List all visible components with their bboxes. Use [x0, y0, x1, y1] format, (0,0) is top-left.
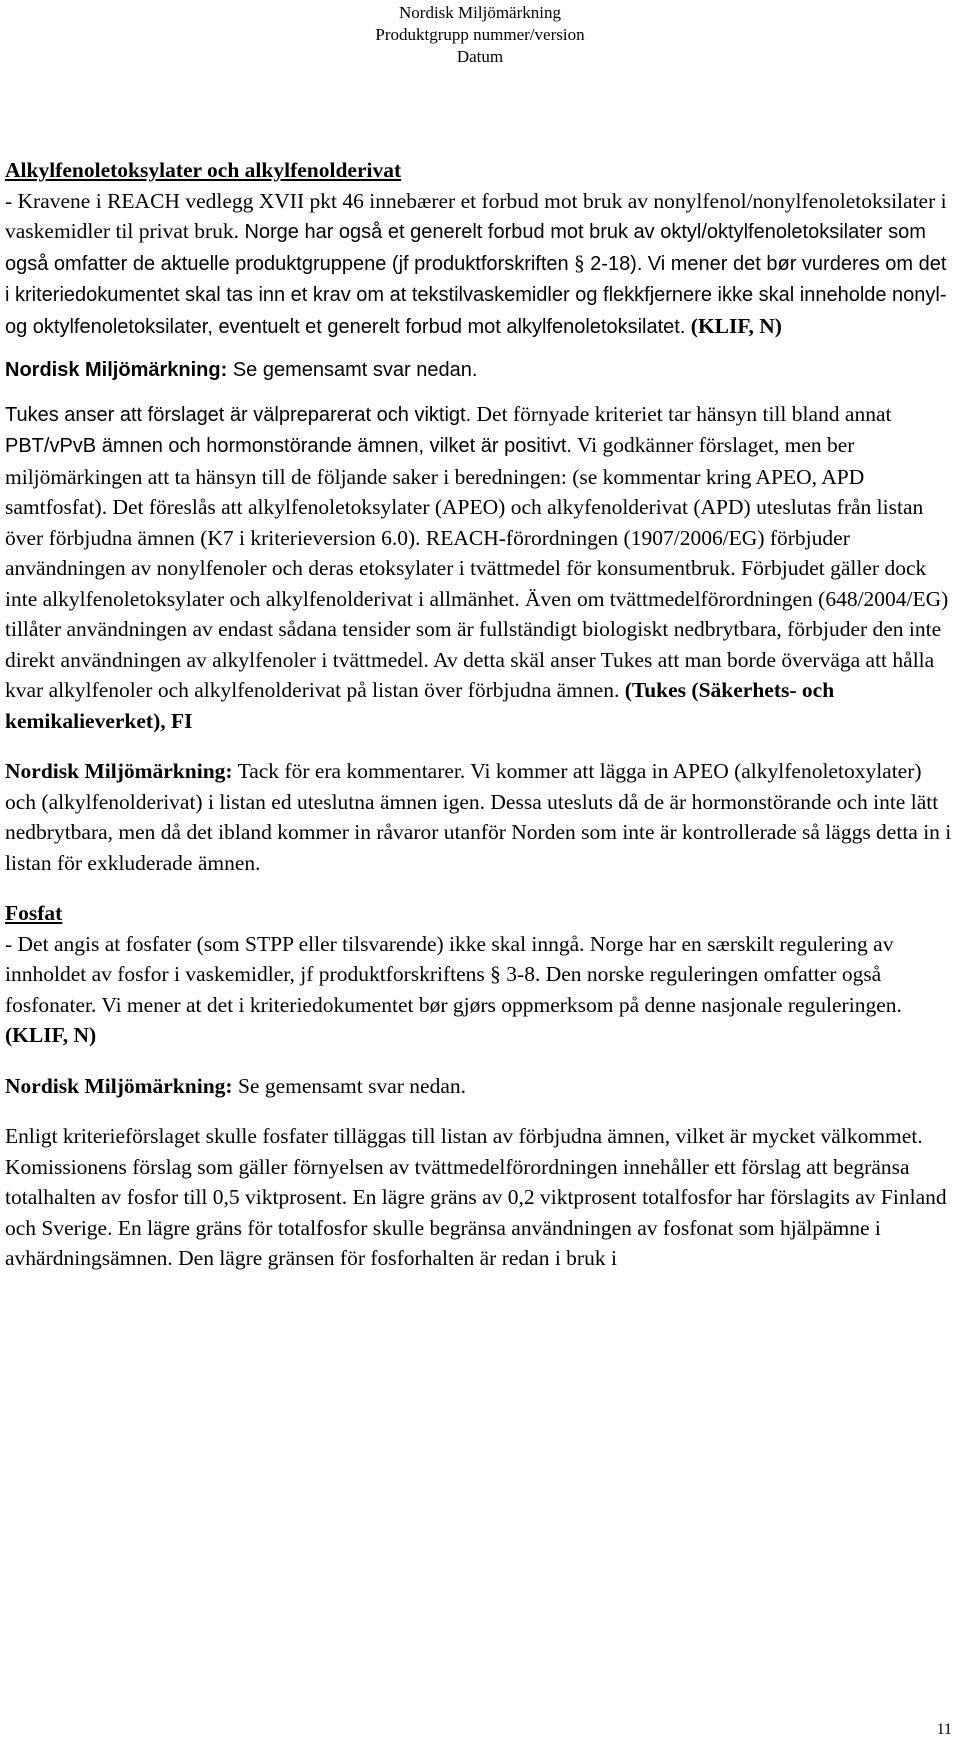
apeo-nm-response-2 — [5, 756, 955, 878]
fosfat-tukes-text: Enligt kriterieförslaget skulle fosfater tilläggas till listan av förbjudna ämnen, vilket är mycket välkommet. Komissionens förslag som gäller förnyelsen av tvättmedelförordningen innehåller ett förslag att begränsa totalhalten av fosfor till 0,5 viktprosent. En lägre gräns av 0,2 viktprosent totalfosfor har förslagits av Finland och Sverige. En lägre gräns för totalfosfor skulle begränsa användningen av fosfonat som hjälpämne i avhärdningsämnen. Den lägre gränsen för fosforhalten är redan i bruk i — [5, 1124, 947, 1270]
fosfat-heading: Fosfat — [5, 901, 63, 925]
section-sign: § — [574, 250, 585, 275]
fosfat-klif-text-2: 3-8. Den norske reguleringen omfatter også fosfonater. Vi mener at det i kriteriedokumentet bør gjørs oppmerksom på denne nasjonale reguleringen. — [5, 962, 902, 1017]
nm-text: Tack för era kommentarer. Vi kommer att lägga in APEO (alkylfenoletoxylater) och (alkylfenolderivat) i listan ed uteslutna ämnen igen. Dessa utesluts då de är hormonstörande och inte lätt nedbrytbara, men då det ibland kommer in råvaror utanför Norden som inte är kontrollerade så läggs detta in i listan för exkluderade ämnen. — [5, 759, 952, 875]
tukes-source: (Tukes (Säkerhets- och kemikalieverket), FI — [5, 678, 835, 733]
page-header — [0, 0, 960, 68]
tukes-text-2: PBT/vPvB ämnen och hormonstörande ämnen, vilket är positivt. — [5, 435, 572, 457]
fosfat-klif-text: - Det angis at fosfater (som STPP eller tilsvarende) ikke skal inngå. Norge har en særskilt regulering av innholdet av fosfor i vaskemidler, jf produktforskriftens — [5, 931, 894, 986]
header-date: Datum — [456, 47, 504, 66]
apeo-nm-response-1 — [5, 355, 955, 386]
section-sign: § — [490, 962, 501, 986]
fosfat-klif-source: (KLIF, N) — [5, 1023, 97, 1047]
header-product-group: Produktgrupp nummer/version — [375, 25, 585, 44]
nm-text: Se gemensamt svar nedan. — [232, 359, 478, 381]
fosfat-block — [5, 898, 955, 1051]
apeo-klif-text-serif: - Kravene i REACH vedlegg XVII pkt 46 innebærer et forbud mot bruk av nonylfenol/nonylfenoletoksilater i vaskemidler til privat bruk. — [5, 188, 947, 243]
nm-label: Nordisk Miljömärkning: — [5, 1073, 233, 1098]
nm-label: Nordisk Miljömärkning: — [5, 759, 233, 783]
tukes-text-3: Vi godkänner förslaget, men ber miljömärkingen att ta hänsyn till de följande saker i beredningen: (se kommentar kring APEO, APD samtfosfat). Det föreslås att alkylfenoletoksylater (APEO) och alkyfenolderivat (APD) uteslutas från listan över förbjudna ämnen (K7 i kriterieversion 6.0). REACH-förordningen (1907/2006/EG) förbjuder användningen av nonylfenoler och deras etoksylater i tvättmedel för konsumentbruk. Förbjudet gäller dock inte alkylfenoletoksylater och alkylfenolderivat i allmänhet. Även om tvättmedelförordningen (648/2004/EG) tillåter användningen av endast sådana tensider som är fullständigt biologiskt nedbrytbara, förbjuder den inte direkt användningen av alkylfenoler i tvättmedel. Av detta skäl anser Tukes att man borde överväga att hålla kvar alkylfenoler och alkylfenolderivat på listan över förbjudna ämnen. — [5, 433, 949, 702]
fosfat-nm-response — [5, 1071, 955, 1102]
tukes-comment — [5, 399, 955, 737]
fosfat-tukes-comment — [5, 1121, 955, 1274]
nm-label: Nordisk Miljömärkning: — [5, 359, 228, 381]
apeo-block — [5, 155, 955, 342]
nm-text: Se gemensamt svar nedan. — [237, 1073, 467, 1098]
apeo-klif-paragraph-ref: 2-18). — [590, 252, 643, 275]
apeo-klif-proposal: Vi mener det bør vurderes om det i kriteriedokumentet skal tas inn et krav om at tekstilvaskemidler og flekkfjernere ikke skal inneholde nonyl- og oktylfenoletoksilater, eventuelt et generelt forbud mot alkylfenoletoksilatet. — [5, 252, 947, 338]
apeo-klif-source: (KLIF, N) — [690, 313, 782, 338]
tukes-text-1: Det förnyade kriteriet tar hänsyn till bland annat — [476, 401, 892, 426]
apeo-klif-text-sans: Norge har også et generelt forbud mot bruk av oktyl/oktylfenoletoksilater som også omfatter de aktuelle produktgruppene (jf produktforskriften — [5, 221, 926, 275]
tukes-intro: Tukes anser att förslaget är välpreparerat och viktigt. — [5, 403, 472, 426]
page-number: 11 — [936, 1721, 952, 1738]
document-body — [5, 155, 955, 1274]
header-organization: Nordisk Miljömärkning — [399, 3, 561, 22]
apeo-heading: Alkylfenoletoksylater och alkylfenolderivat — [5, 158, 402, 182]
